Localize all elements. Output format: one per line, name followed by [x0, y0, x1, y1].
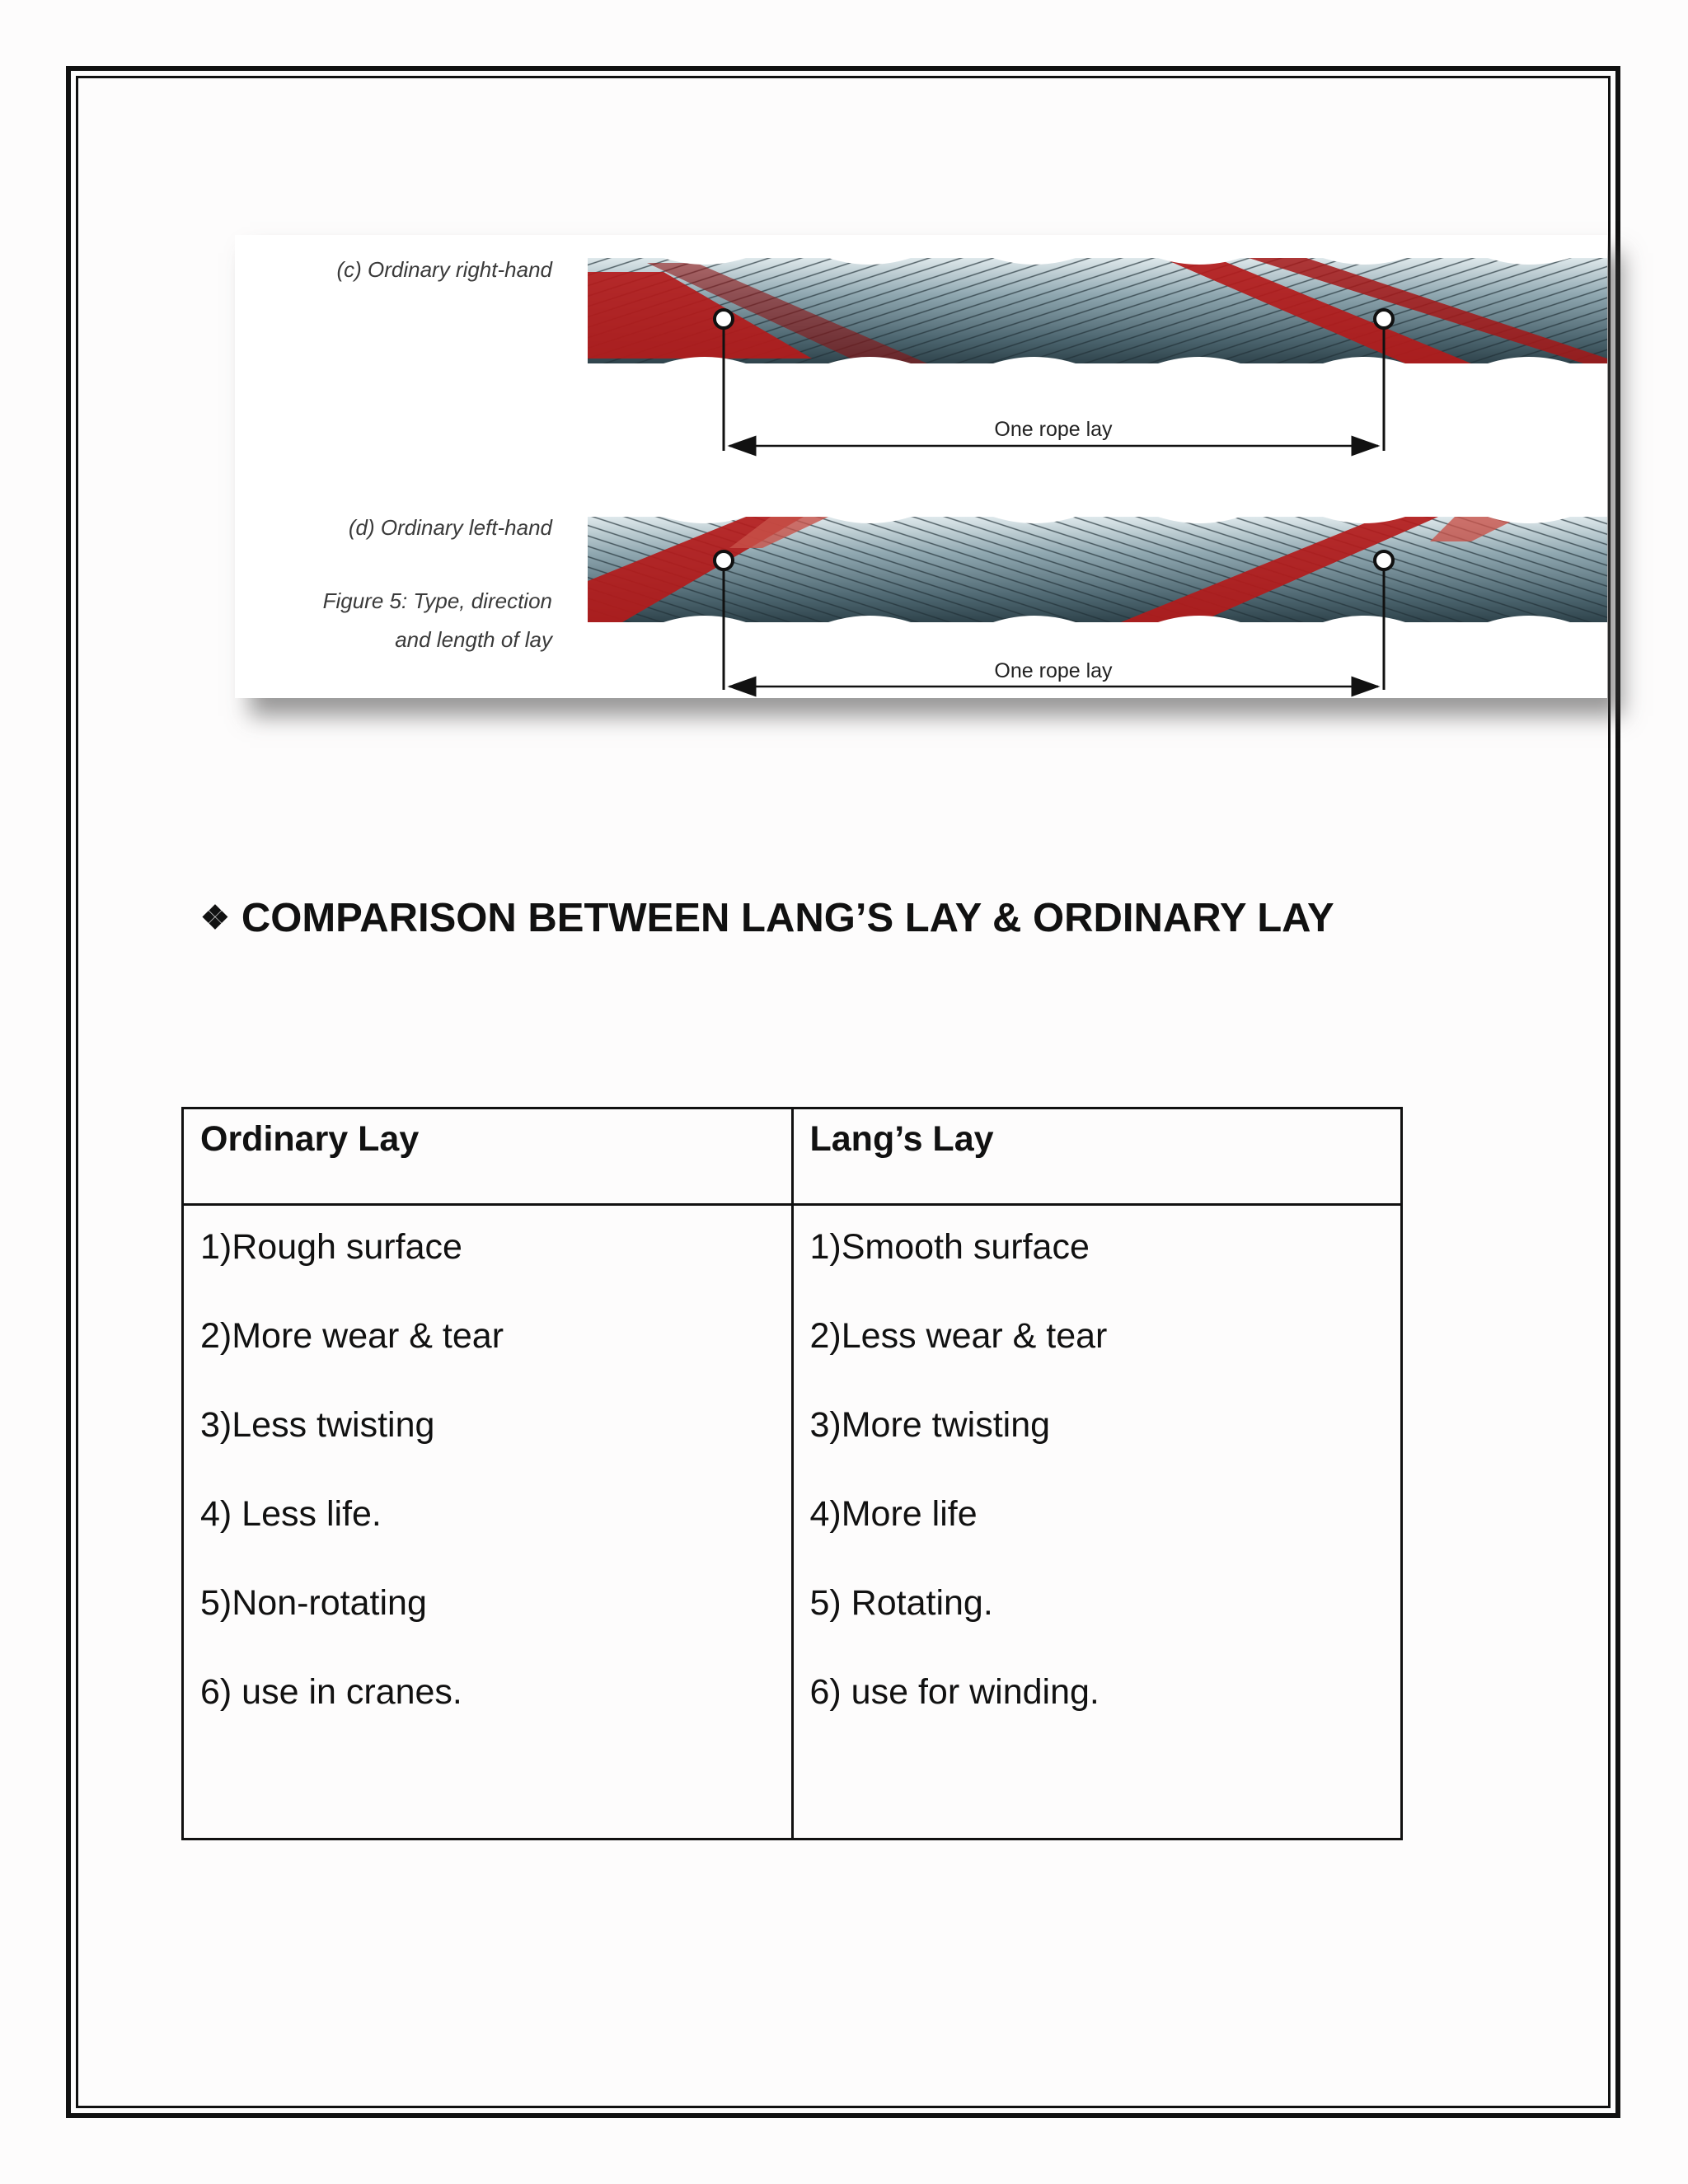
table-header-row — [183, 1108, 1402, 1205]
list-item: 2)Less wear & tear — [809, 1316, 1108, 1356]
label-ordinary-right-hand: (c) Ordinary right-hand — [336, 257, 552, 282]
list-item: 2)More wear & tear — [200, 1316, 504, 1356]
rope-lay-figure — [235, 235, 1607, 698]
one-rope-lay-label-bottom: One rope lay — [994, 659, 1113, 682]
list-item: 4)More life — [809, 1494, 978, 1534]
figure-caption-line2: and length of lay — [395, 627, 552, 652]
langs-lay-cell — [792, 1205, 1402, 1840]
list-item: 5) Rotating. — [809, 1583, 993, 1623]
list-item: 5)Non-rotating — [200, 1583, 427, 1623]
table-row — [183, 1205, 1402, 1840]
label-ordinary-left-hand: (d) Ordinary left-hand — [348, 515, 552, 540]
comparison-table — [181, 1107, 1403, 1840]
list-item: 3)More twisting — [809, 1405, 1051, 1445]
comparison-heading — [200, 895, 1437, 941]
ordinary-lay-cell — [183, 1205, 793, 1840]
header-langs-lay: Lang’s Lay — [792, 1108, 1402, 1205]
header-ordinary-lay: Ordinary Lay — [183, 1108, 793, 1205]
one-rope-lay-label-top: One rope lay — [994, 418, 1113, 441]
list-item: 6) use for winding. — [809, 1672, 1100, 1712]
list-item: 3)Less twisting — [200, 1405, 435, 1445]
list-item: 1)Rough surface — [200, 1227, 462, 1267]
figure-caption-line1: Figure 5: Type, direction — [322, 588, 552, 613]
diamond-bullet-icon: ❖ — [200, 900, 230, 936]
list-item: 4) Less life. — [200, 1494, 382, 1534]
comparison-heading-text: COMPARISON BETWEEN LANG’S LAY & ORDINARY LAY — [241, 896, 1334, 940]
list-item: 1)Smooth surface — [809, 1227, 1090, 1267]
list-item: 6) use in cranes. — [200, 1672, 462, 1712]
